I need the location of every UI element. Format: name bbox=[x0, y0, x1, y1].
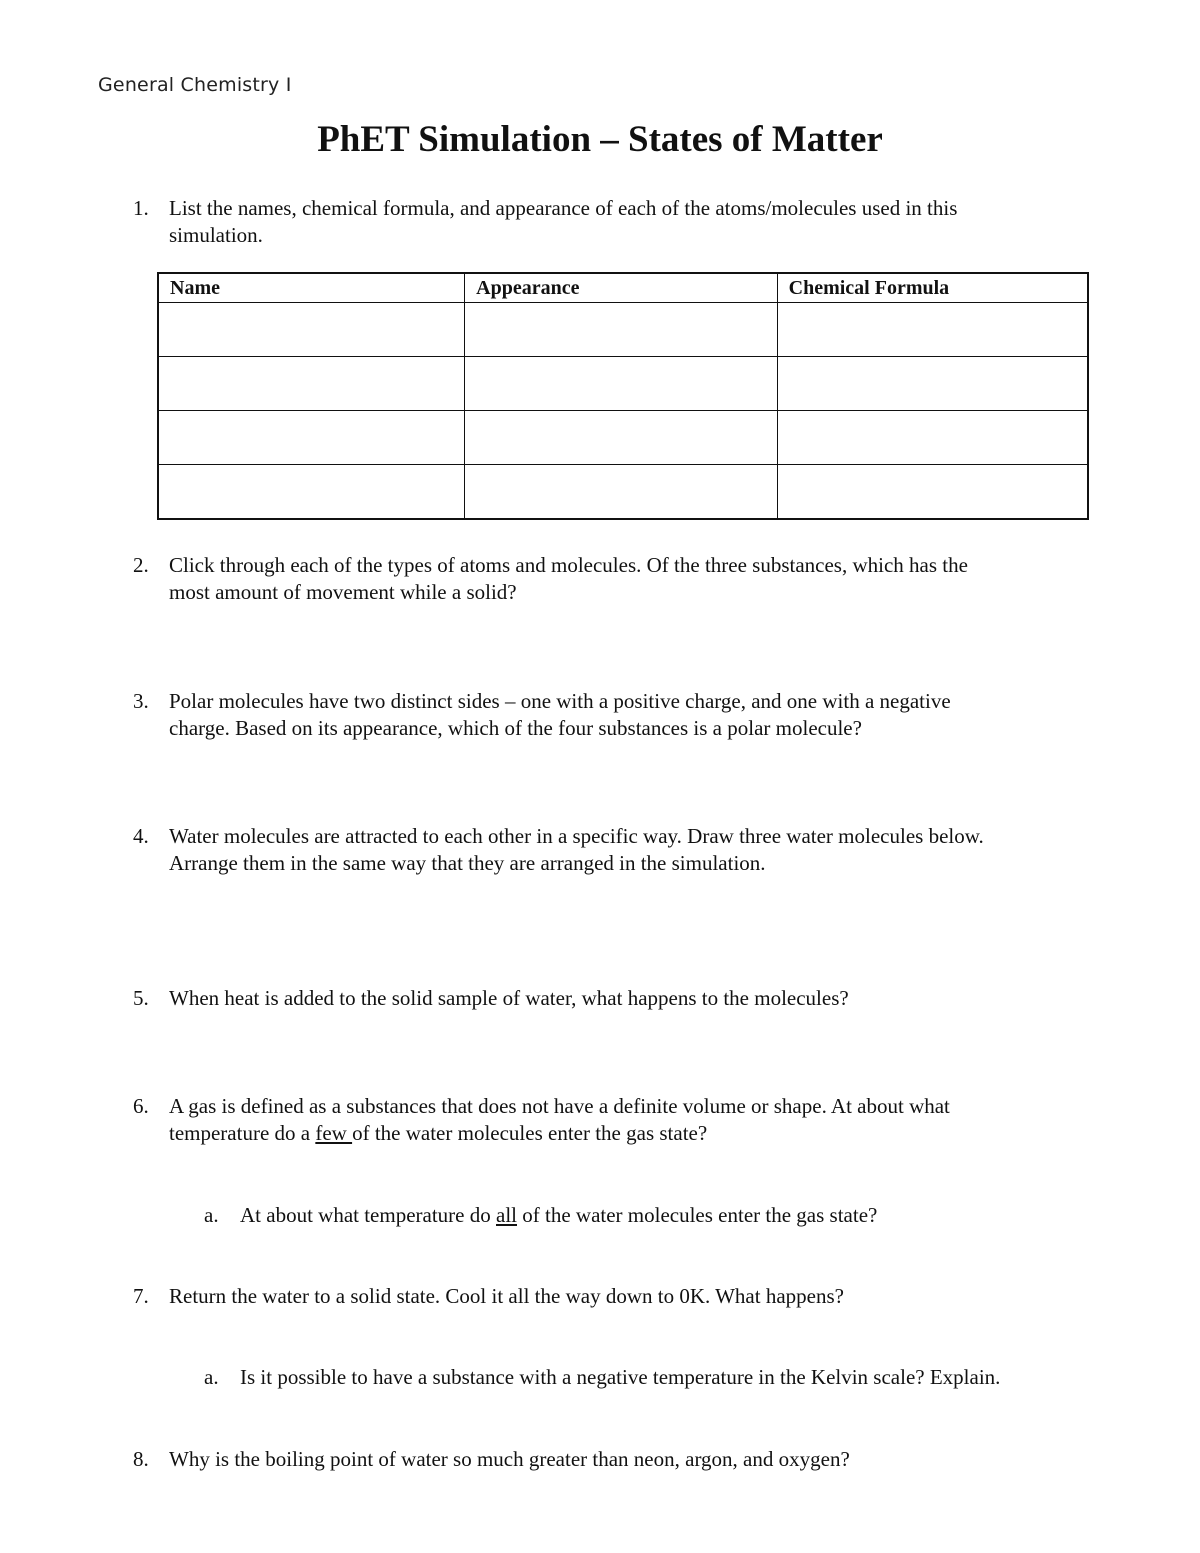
table-header-appearance: Appearance bbox=[465, 273, 778, 303]
question-line: charge. Based on its appearance, which of the four substances is a polar molecule? bbox=[169, 716, 862, 740]
subquestion-letter: a. bbox=[204, 1203, 219, 1227]
question-text bbox=[169, 688, 1099, 742]
table-row bbox=[158, 411, 1088, 465]
table-cell[interactable] bbox=[465, 465, 778, 520]
table-header-name: Name bbox=[158, 273, 465, 303]
question-text bbox=[169, 1283, 1099, 1310]
question-number: 2. bbox=[133, 553, 149, 577]
question-line: simulation. bbox=[169, 223, 263, 247]
question-line-part: temperature do a bbox=[169, 1121, 316, 1145]
question-number: 8. bbox=[133, 1447, 149, 1471]
question-number: 7. bbox=[133, 1284, 149, 1308]
question-text bbox=[169, 195, 1099, 249]
subquestion-letter: a. bbox=[204, 1365, 219, 1389]
question-number: 5. bbox=[133, 986, 149, 1010]
question-line: Click through each of the types of atoms and molecules. Of the three substances, which has the bbox=[169, 553, 968, 577]
table-cell[interactable] bbox=[777, 357, 1088, 411]
table-header-row bbox=[158, 273, 1088, 303]
emphasis-all: all bbox=[496, 1203, 517, 1227]
table-header-formula: Chemical Formula bbox=[777, 273, 1088, 303]
subquestion-text bbox=[240, 1202, 1110, 1229]
table-cell[interactable] bbox=[158, 465, 465, 520]
question-line-part: of the water molecules enter the gas state? bbox=[352, 1121, 708, 1145]
table-cell[interactable] bbox=[465, 357, 778, 411]
question-number: 6. bbox=[133, 1094, 149, 1118]
question-number: 3. bbox=[133, 689, 149, 713]
question-line: most amount of movement while a solid? bbox=[169, 580, 517, 604]
question-text bbox=[169, 552, 1099, 606]
question-line: When heat is added to the solid sample of water, what happens to the molecules? bbox=[169, 986, 849, 1010]
question-number: 4. bbox=[133, 824, 149, 848]
table-row bbox=[158, 357, 1088, 411]
question-text bbox=[169, 1446, 1099, 1473]
course-header: General Chemistry I bbox=[98, 74, 292, 96]
question-number: 1. bbox=[133, 196, 149, 220]
page-title: PhET Simulation – States of Matter bbox=[317, 119, 883, 160]
question-line: A gas is defined as a substances that does not have a definite volume or shape. At about what bbox=[169, 1094, 950, 1118]
question-text bbox=[169, 1093, 1099, 1147]
emphasis-few: few bbox=[315, 1121, 353, 1145]
question-text bbox=[169, 823, 1099, 877]
table-cell[interactable] bbox=[158, 357, 465, 411]
question-line: Water molecules are attracted to each other in a specific way. Draw three water molecules below. bbox=[169, 824, 984, 848]
question-line: List the names, chemical formula, and appearance of each of the atoms/molecules used in this bbox=[169, 196, 958, 220]
substances-table bbox=[157, 272, 1089, 520]
subquestion-part: of the water molecules enter the gas state? bbox=[517, 1203, 878, 1227]
question-line: Arrange them in the same way that they are arranged in the simulation. bbox=[169, 851, 766, 875]
question-line bbox=[169, 1120, 1099, 1147]
question-text bbox=[169, 985, 1099, 1012]
question-line: Return the water to a solid state. Cool it all the way down to 0K. What happens? bbox=[169, 1284, 844, 1308]
question-line: Polar molecules have two distinct sides – one with a positive charge, and one with a negative bbox=[169, 689, 951, 713]
table-cell[interactable] bbox=[158, 303, 465, 357]
table-cell[interactable] bbox=[465, 411, 778, 465]
question-line: Why is the boiling point of water so much greater than neon, argon, and oxygen? bbox=[169, 1447, 850, 1471]
subquestion-part: At about what temperature do bbox=[240, 1203, 496, 1227]
table-cell[interactable] bbox=[158, 411, 465, 465]
table-cell[interactable] bbox=[777, 411, 1088, 465]
table-cell[interactable] bbox=[465, 303, 778, 357]
table-row bbox=[158, 465, 1088, 520]
subquestion-text: Is it possible to have a substance with a negative temperature in the Kelvin scale? Explain. bbox=[240, 1365, 1001, 1389]
table-cell[interactable] bbox=[777, 465, 1088, 520]
table-row bbox=[158, 303, 1088, 357]
table-cell[interactable] bbox=[777, 303, 1088, 357]
